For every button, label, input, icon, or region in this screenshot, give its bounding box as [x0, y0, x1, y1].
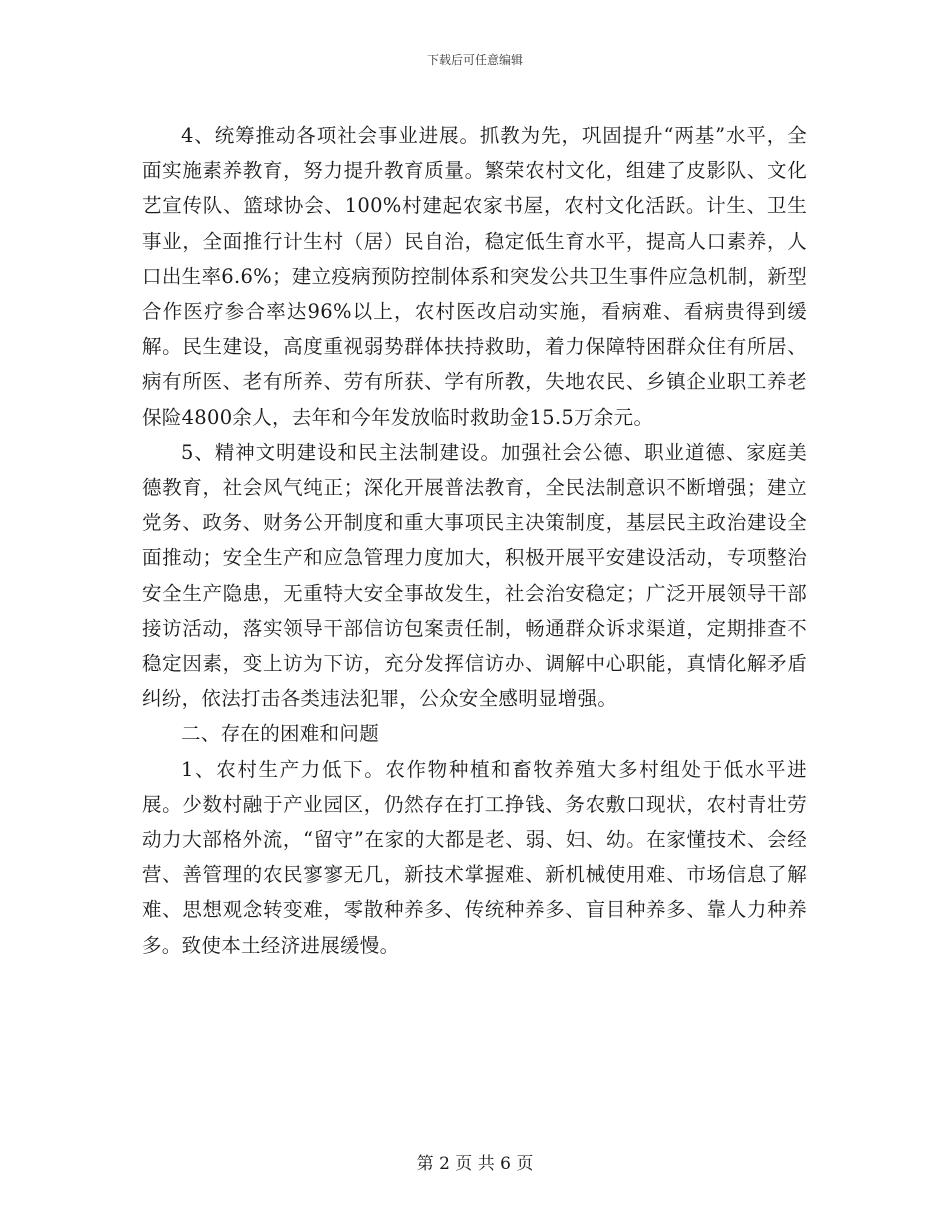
- document-body: [142, 118, 807, 963]
- paragraph-social-affairs: 4、统筹推动各项社会事业进展。抓教为先，巩固提升“两基”水平，全面实施素养教育，努力提升教育质量。繁荣农村文化，组建了皮影队、文化艺宣传队、篮球协会、100%村建起农家书屋，农村文化活跃。计生、卫生事业，全面推行计生村（居）民自治，稳定低生育水平，提高人口素养，人口出生率6.6%；建立疫病预防控制体系和突发公共卫生事件应急机制，新型合作医疗参合率达96%以上，农村医改启动实施，看病难、看病贵得到缓解。民生建设，高度重视弱势群体扶持救助，着力保障特困群众住有所居、病有所医、老有所养、劳有所获、学有所教，失地农民、乡镇企业职工养老保险4800余人，去年和今年发放临时救助金15.5万余元。: [142, 124, 807, 429]
- page-footer: 第 2 页 共 6 页: [416, 1154, 534, 1174]
- paragraph-productivity: 1、农村生产力低下。农作物种植和畜牧养殖大多村组处于低水平进展。少数村融于产业园区，仍然存在打工挣钱、务农敷口现状，农村青壮劳动力大部格外流，“留守”在家的大都是老、弱、妇、幼。在家懂技术、会经营、善管理的农民寥寥无几，新技术掌握难、新机械使用难、市场信息了解难、思想观念转变难，零散种养多、传统种养多、盲目种养多、靠人力种养多。致使本土经济进展缓慢。: [142, 757, 807, 957]
- paragraph-civilization-legal: 5、精神文明建设和民主法制建设。加强社会公德、职业道德、家庭美德教育，社会风气纯正；深化开展普法教育，全民法制意识不断增强；建立党务、政务、财务公开制度和重大事项民主决策制度，基层民主政治建设全面推动；安全生产和应急管理力度加大，积极开展平安建设活动，专项整治安全生产隐患，无重特大安全事故发生，社会治安稳定；广泛开展领导干部接访活动，落实领导干部信访包案责任制，畅通群众诉求渠道，定期排查不稳定因素，变上访为下访，充分发挥信访办、调解中心职能，真情化解矛盾纠纷，依法打击各类违法犯罪，公众安全感明显增强。: [142, 440, 807, 711]
- section-heading-difficulties: 二、存在的困难和问题: [181, 722, 380, 746]
- page-header: 下载后可任意编辑: [426, 53, 523, 67]
